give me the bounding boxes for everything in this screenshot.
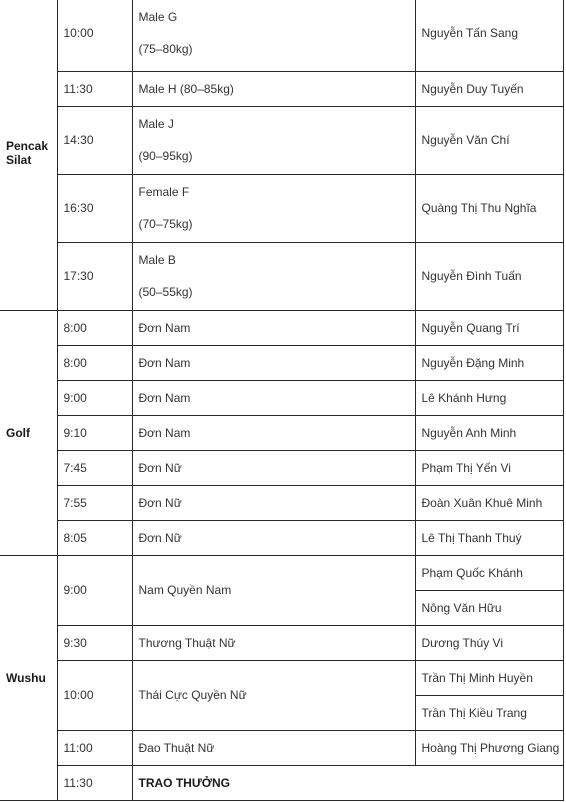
- event-cell: [132, 485, 415, 520]
- event-cell: [132, 345, 415, 380]
- table-row: [0, 625, 563, 660]
- time-cell: 7:45: [57, 450, 132, 485]
- event-line-gap: [139, 24, 409, 42]
- athlete-cell: Nguyễn Đặng Minh: [415, 345, 563, 380]
- athlete-cell: Nguyễn Duy Tuyến: [415, 71, 563, 106]
- event-cell: [132, 660, 415, 730]
- athlete-cell: Phạm Quốc Khánh: [415, 555, 563, 590]
- table-row: [0, 730, 563, 765]
- table-row: [0, 380, 563, 415]
- time-cell: 17:30: [57, 242, 132, 310]
- event-line: Đơn Nam: [138, 425, 191, 440]
- athlete-cell: Nguyễn Quang Trí: [415, 310, 563, 345]
- event-cell: [132, 71, 415, 106]
- athlete-cell: Nông Văn Hữu: [415, 590, 563, 625]
- event-cell: [132, 242, 415, 310]
- table-row: [0, 485, 563, 520]
- event-cell: [132, 106, 415, 174]
- time-cell: 7:55: [57, 485, 132, 520]
- event-cell: [132, 765, 563, 800]
- event-cell: [132, 625, 415, 660]
- event-line: Đơn Nam: [138, 320, 191, 335]
- event-line: Male J: [138, 117, 174, 131]
- event-line: Male H (80–85kg): [138, 81, 234, 96]
- athlete-cell: Phạm Thị Yến Vi: [415, 450, 563, 485]
- event-line-gap: [139, 267, 409, 285]
- athlete-cell: Lê Khánh Hưng: [415, 380, 563, 415]
- sport-name: Pencak Silat: [0, 0, 57, 310]
- table-row: [0, 660, 563, 695]
- event-line: Đao Thuật Nữ: [138, 740, 215, 755]
- table-row: [0, 106, 563, 174]
- athlete-cell: Lê Thị Thanh Thuý: [415, 520, 563, 555]
- time-cell: 11:00: [57, 730, 132, 765]
- event-line: Đơn Nữ: [138, 530, 182, 545]
- time-cell: 11:30: [57, 765, 132, 800]
- event-line: (50–55kg): [138, 285, 193, 299]
- table-row: [0, 0, 563, 71]
- time-cell: 9:00: [57, 380, 132, 415]
- event-cell: [132, 380, 415, 415]
- time-cell: 16:30: [57, 174, 132, 242]
- athlete-cell: Quàng Thị Thu Nghĩa: [415, 174, 563, 242]
- time-cell: 8:00: [57, 345, 132, 380]
- event-cell: [132, 0, 415, 71]
- table-row: [0, 242, 563, 310]
- time-cell: 9:00: [57, 555, 132, 625]
- event-line: Thái Cực Quyền Nữ: [138, 688, 247, 702]
- event-line: (70–75kg): [138, 217, 193, 231]
- event-cell: [132, 415, 415, 450]
- time-cell: 11:30: [57, 71, 132, 106]
- time-cell: 8:00: [57, 310, 132, 345]
- event-cell: [132, 555, 415, 625]
- event-line: (90–95kg): [138, 149, 193, 163]
- table-row: [0, 415, 563, 450]
- event-line: Đơn Nữ: [138, 495, 182, 510]
- athlete-cell: Trần Thị Minh Huyền: [415, 660, 563, 695]
- athlete-cell: Nguyễn Anh Minh: [415, 415, 563, 450]
- table-row: [0, 555, 563, 590]
- athlete-cell: Nguyễn Tấn Sang: [415, 0, 563, 71]
- event-line: Male G: [138, 10, 178, 25]
- time-cell: 8:05: [57, 520, 132, 555]
- athlete-cell: Dương Thúy Vi: [415, 625, 563, 660]
- table-row: [0, 71, 563, 106]
- event-line: Đơn Nam: [138, 355, 191, 370]
- table-row: [0, 450, 563, 485]
- event-line-gap: [139, 131, 409, 149]
- event-line: Đơn Nam: [138, 390, 191, 405]
- event-cell: [132, 174, 415, 242]
- table-row: [0, 765, 563, 800]
- event-cell: [132, 450, 415, 485]
- event-line: Đơn Nữ: [138, 460, 182, 475]
- event-cell: [132, 520, 415, 555]
- table-row: [0, 520, 563, 555]
- table-row: [0, 174, 563, 242]
- time-cell: 10:00: [57, 0, 132, 71]
- athlete-cell: Nguyễn Văn Chí: [415, 106, 563, 174]
- athlete-cell: Nguyễn Đình Tuấn: [415, 242, 563, 310]
- event-cell: [132, 730, 415, 765]
- event-line: (75–80kg): [138, 42, 193, 57]
- event-line: TRAO THƯỞNG: [138, 775, 231, 790]
- event-cell: [132, 310, 415, 345]
- athlete-cell: Trần Thị Kiều Trang: [415, 695, 563, 730]
- athlete-cell: Đoàn Xuân Khuê Minh: [415, 485, 563, 520]
- time-cell: 9:10: [57, 415, 132, 450]
- sport-name: Golf: [0, 310, 57, 555]
- time-cell: 9:30: [57, 625, 132, 660]
- table-row: [0, 345, 563, 380]
- athlete-cell: Hoàng Thị Phương Giang: [415, 730, 563, 765]
- time-cell: 10:00: [57, 660, 132, 730]
- event-line: Male B: [138, 253, 176, 267]
- sport-name: Wushu: [0, 555, 57, 800]
- event-line: Female F: [138, 185, 190, 199]
- time-cell: 14:30: [57, 106, 132, 174]
- event-line-gap: [139, 199, 409, 217]
- event-line: Nam Quyền Nam: [138, 583, 232, 597]
- table-row: [0, 310, 563, 345]
- event-line: Thương Thuật Nữ: [138, 635, 236, 650]
